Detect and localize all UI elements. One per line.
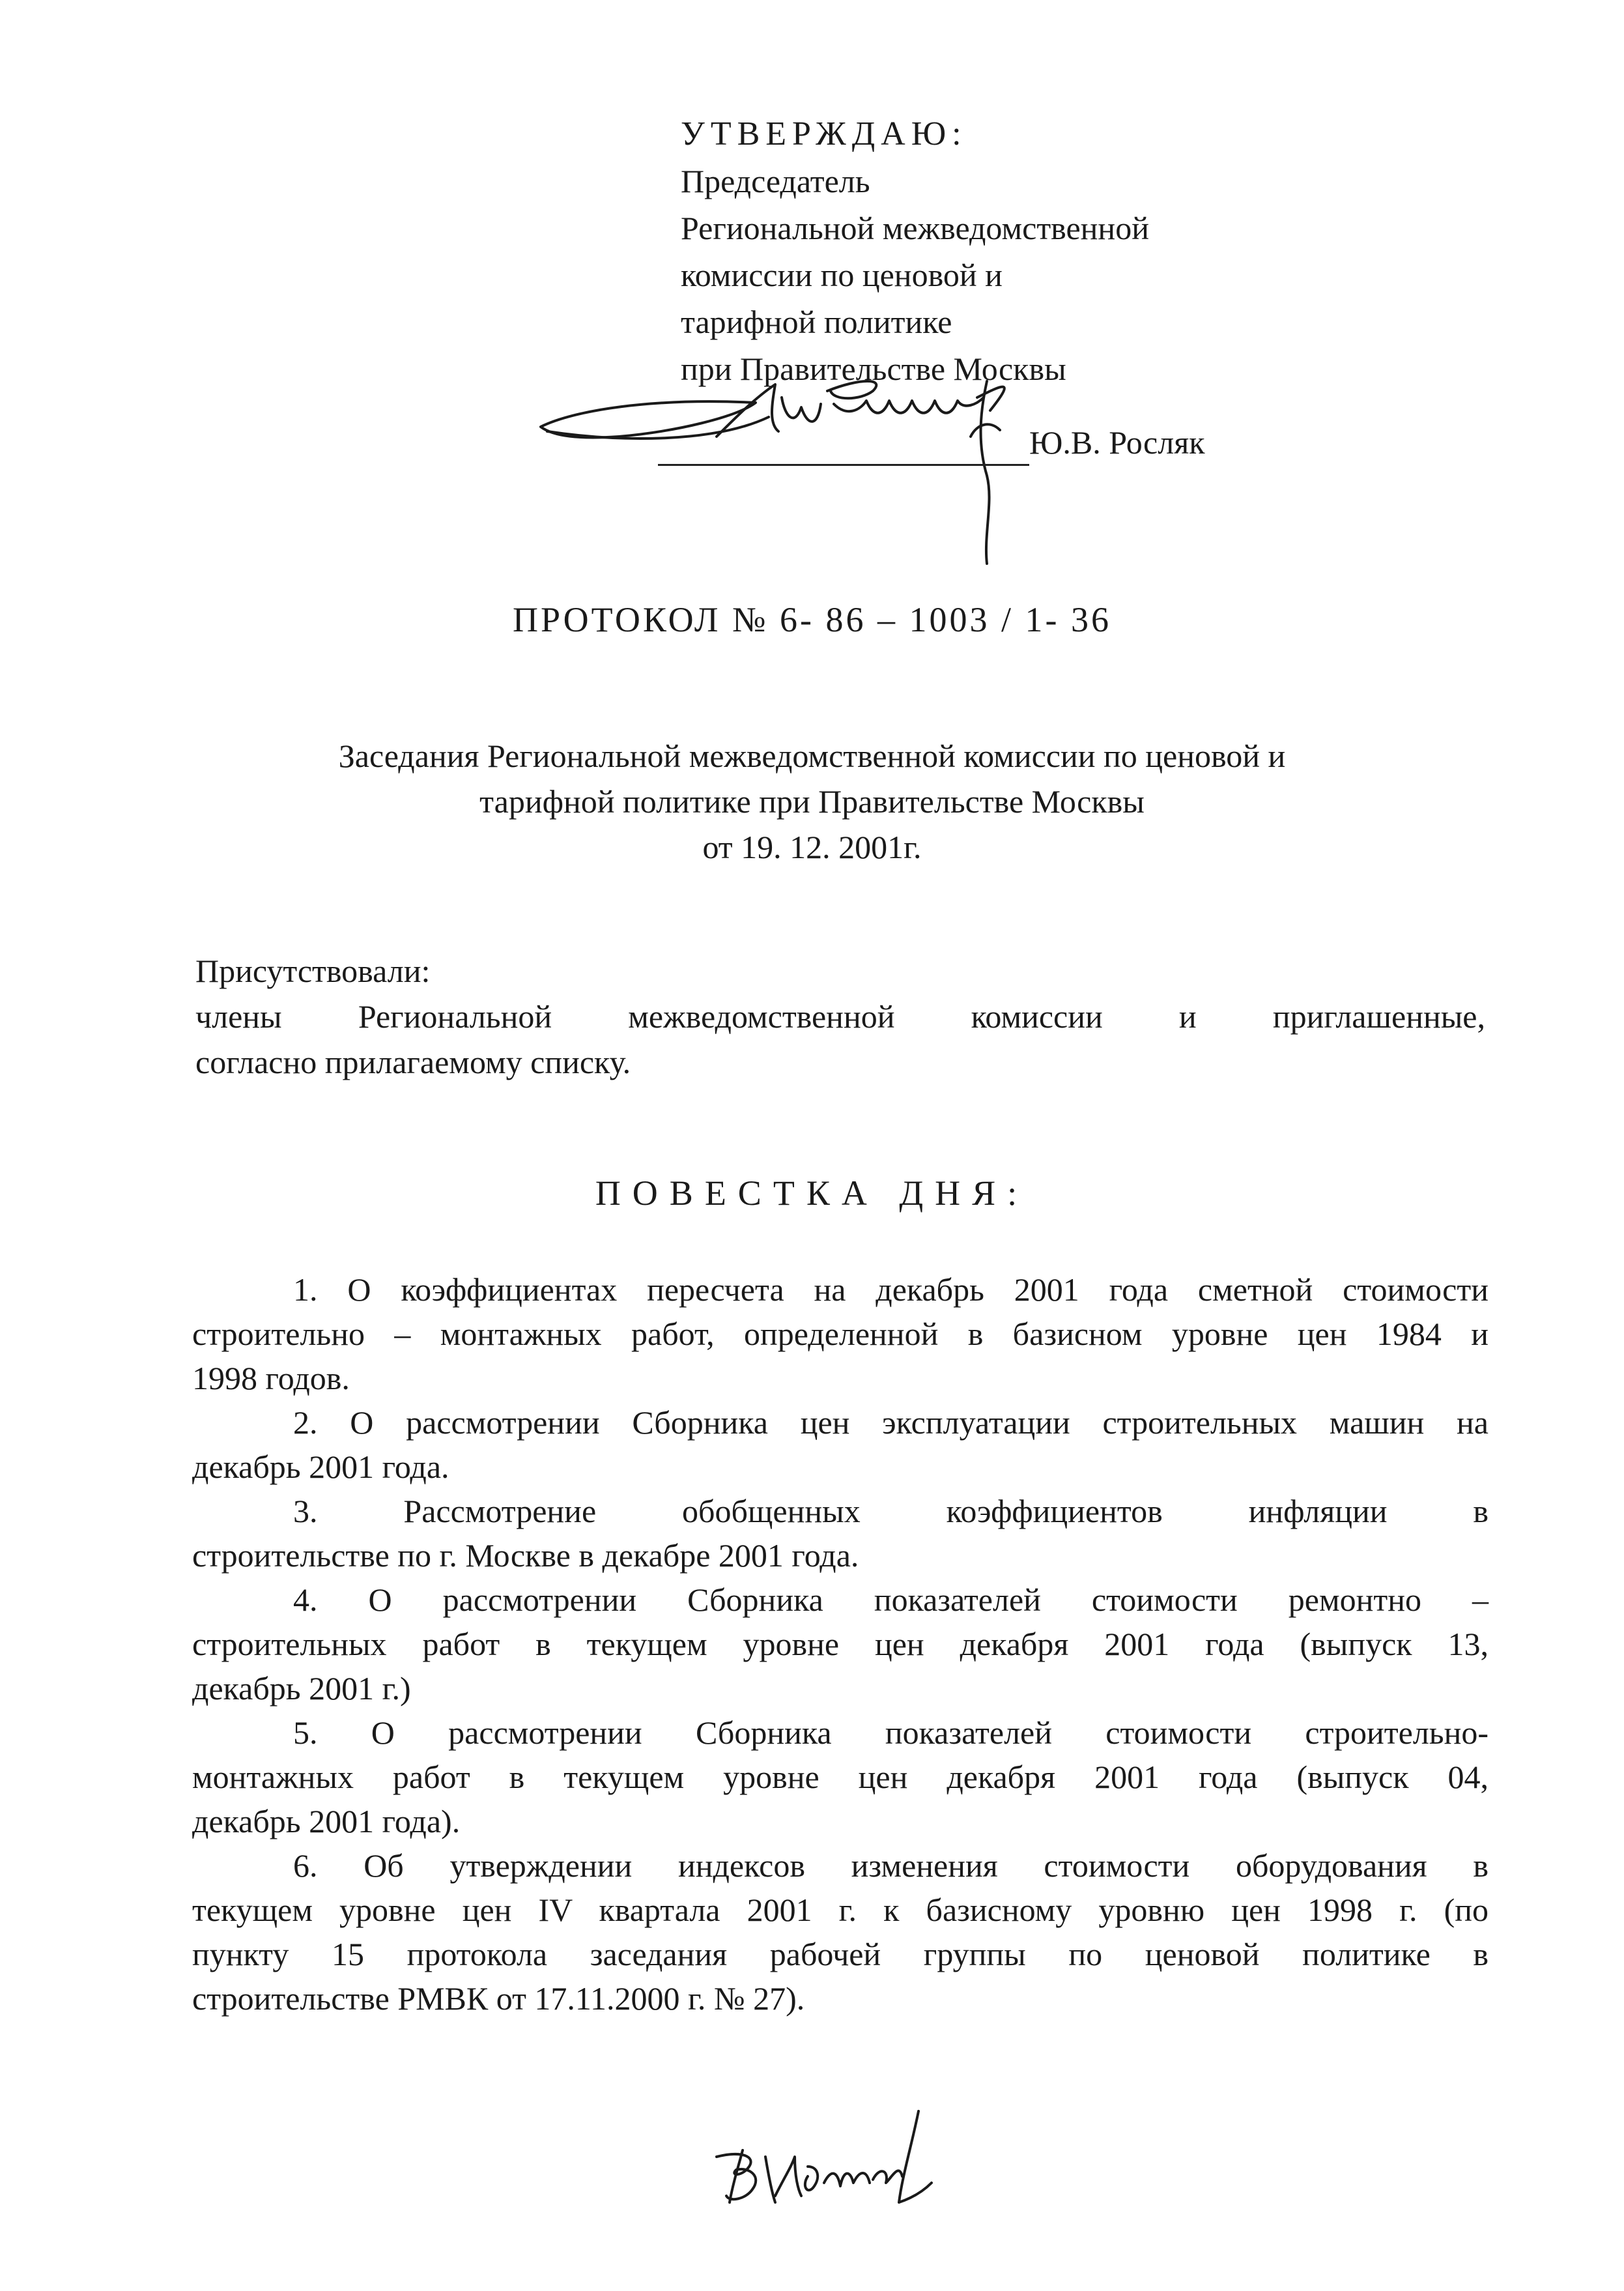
approval-line: Председатель	[681, 163, 870, 199]
agenda-item-line: 4. О рассмотрении Сборника показателей стоимости ремонтно –	[293, 1581, 1489, 1618]
agenda-item	[192, 1400, 1489, 1489]
signatory-name: Ю.В. Росляк	[1029, 424, 1205, 461]
agenda-item-line: строительстве РМВК от 17.11.2000 г. № 27).	[192, 1980, 805, 2017]
agenda-item	[192, 1578, 1489, 1710]
agenda-item-line: декабрь 2001 года.	[192, 1448, 449, 1485]
attendance-line: согласно прилагаемому списку.	[195, 1044, 631, 1080]
approval-line: при Правительстве Москвы	[681, 351, 1066, 387]
signature-line	[658, 464, 1029, 466]
attendance-line: члены Региональной межведомственной комиссии и приглашенные,	[195, 998, 1485, 1035]
meeting-date: от 19. 12. 2001г.	[702, 829, 922, 865]
agenda-item	[192, 1267, 1489, 1400]
meeting-description	[195, 733, 1429, 870]
agenda-title: ПОВЕСТКА ДНЯ:	[595, 1174, 1029, 1213]
approval-block	[681, 111, 1332, 392]
approval-line: комиссии по ценовой и	[681, 257, 1003, 293]
agenda-item-line: декабрь 2001 г.)	[192, 1670, 411, 1707]
agenda-item-line: 6. Об утверждении индексов изменения стоимости оборудования в	[293, 1847, 1489, 1884]
agenda-item	[192, 1843, 1489, 2021]
agenda-item-line: 2. О рассмотрении Сборника цен эксплуатации строительных машин на	[293, 1404, 1489, 1441]
agenda-item-line: 5. О рассмотрении Сборника показателей стоимости строительно-	[293, 1714, 1489, 1751]
agenda-item	[192, 1710, 1489, 1843]
agenda-item-line: строительно – монтажных работ, определенной в базисном уровне цен 1984 и	[192, 1316, 1489, 1352]
attendance-block	[195, 948, 1485, 1085]
protocol-title: ПРОТОКОЛ № 6- 86 – 1003 / 1- 36	[512, 600, 1112, 639]
attendance-label: Присутствовали:	[195, 953, 431, 989]
initials-signature	[704, 2105, 964, 2222]
agenda-item-line: пункту 15 протокола заседания рабочей группы по ценовой политике в	[192, 1936, 1489, 1972]
agenda-item-line: текущем уровне цен IV квартала 2001 г. к базисному уровню цен 1998 г. (по	[192, 1892, 1489, 1928]
approval-line: тарифной политике	[681, 304, 952, 340]
agenda-item-line: 1. О коэффициентах пересчета на декабрь 2001 года сметной стоимости	[293, 1271, 1489, 1308]
approval-signature	[521, 371, 1303, 567]
agenda-item-line: декабрь 2001 года).	[192, 1803, 461, 1839]
agenda-item-line: 1998 годов.	[192, 1360, 350, 1396]
agenda-item	[192, 1489, 1489, 1578]
agenda-item-line: монтажных работ в текущем уровне цен декабря 2001 года (выпуск 04,	[192, 1759, 1489, 1795]
agenda-list	[192, 1267, 1489, 2021]
agenda-item-line: строительстве по г. Москве в декабре 2001 года.	[192, 1537, 859, 1574]
meeting-line: тарифной политике при Правительстве Москвы	[479, 783, 1145, 820]
agenda-item-line: 3. Рассмотрение обобщенных коэффициентов инфляции в	[293, 1493, 1489, 1529]
approval-line: Региональной межведомственной	[681, 210, 1149, 246]
meeting-line: Заседания Региональной межведомственной комиссии по ценовой и	[338, 738, 1286, 774]
agenda-item-line: строительных работ в текущем уровне цен декабря 2001 года (выпуск 13,	[192, 1626, 1489, 1662]
approval-title: УТВЕРЖДАЮ:	[681, 115, 967, 152]
